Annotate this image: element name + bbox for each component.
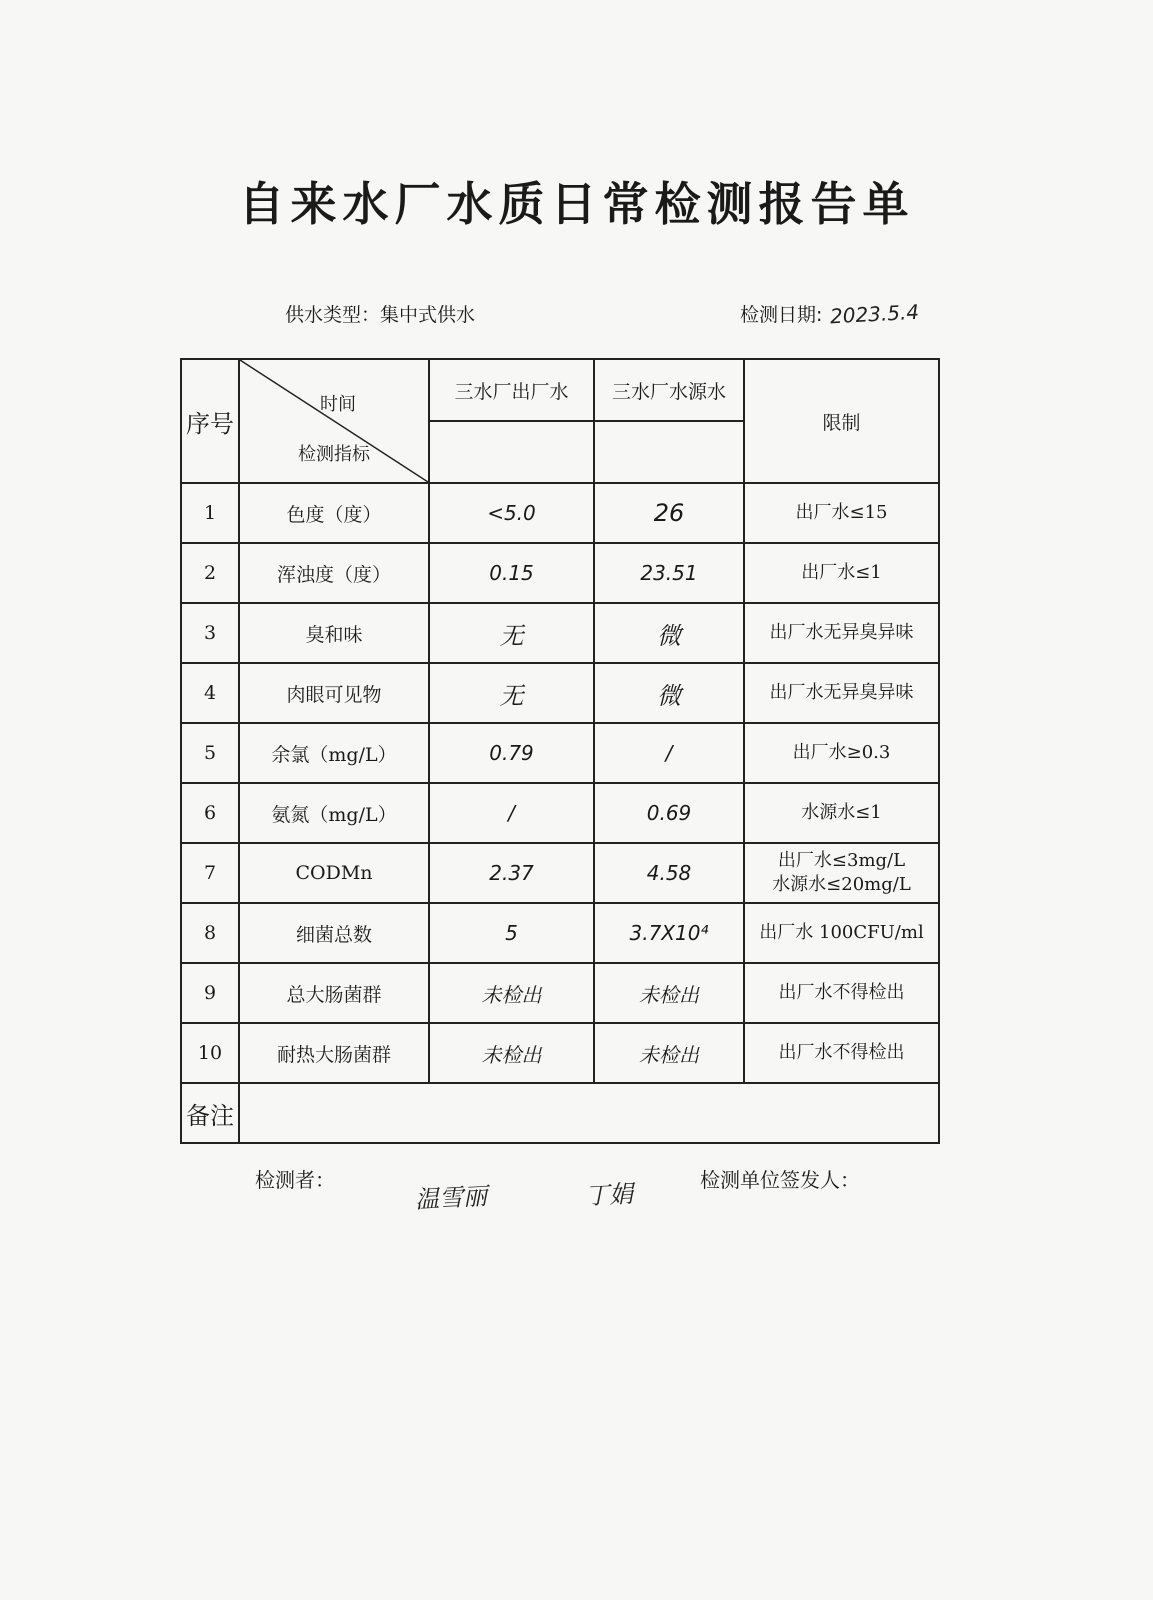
row-no: 1 (181, 483, 239, 543)
row-value-a: 未检出 (429, 963, 594, 1023)
row-limit: 出厂水不得检出 (744, 1023, 939, 1083)
table-row (181, 963, 939, 1023)
row-limit: 出厂水无异臭异味 (744, 603, 939, 663)
row-limit: 出厂水≤1 (744, 543, 939, 603)
row-indicator: 色度（度） (239, 483, 429, 543)
table-row (181, 483, 939, 543)
table-row (181, 1023, 939, 1083)
test-date-value: 2023.5.4 (829, 299, 921, 329)
row-value-b: 微 (594, 663, 744, 723)
row-indicator: 浑浊度（度） (239, 543, 429, 603)
row-value-b: 0.69 (594, 783, 744, 843)
row-value-b: / (594, 723, 744, 783)
header-col-a-blank (429, 421, 594, 483)
row-no: 4 (181, 663, 239, 723)
remark-value (239, 1083, 939, 1143)
row-indicator: 总大肠菌群 (239, 963, 429, 1023)
row-value-a: 2.37 (429, 843, 594, 903)
row-limit: 出厂水 100CFU/ml (744, 903, 939, 963)
row-indicator: 细菌总数 (239, 903, 429, 963)
table-row (181, 543, 939, 603)
test-date-label: 检测日期: (740, 304, 823, 326)
header-col-b-blank (594, 421, 744, 483)
row-value-a: 无 (429, 603, 594, 663)
row-value-a: 5 (429, 903, 594, 963)
table-row (181, 783, 939, 843)
row-no: 9 (181, 963, 239, 1023)
row-value-b: 微 (594, 603, 744, 663)
row-value-a: 无 (429, 663, 594, 723)
row-no: 10 (181, 1023, 239, 1083)
row-indicator: 余氯（mg/L） (239, 723, 429, 783)
remark-row (181, 1083, 939, 1143)
header-limit: 限制 (744, 359, 939, 483)
table-row (181, 903, 939, 963)
row-no: 2 (181, 543, 239, 603)
tester-signature: 温雪丽 (414, 1182, 488, 1214)
row-no: 5 (181, 723, 239, 783)
signer-signature: 丁娟 (584, 1179, 634, 1211)
row-indicator: 肉眼可见物 (239, 663, 429, 723)
row-limit (744, 843, 939, 903)
row-no: 3 (181, 603, 239, 663)
header-diagonal-cell (239, 359, 429, 483)
table-row (181, 723, 939, 783)
row-no: 7 (181, 843, 239, 903)
row-limit: 水源水≤1 (744, 783, 939, 843)
row-value-b: 未检出 (594, 1023, 744, 1083)
row-limit-line-2: 水源水≤20mg/L (772, 874, 911, 895)
row-value-a: 0.15 (429, 543, 594, 603)
row-value-b: 26 (594, 483, 744, 543)
row-no: 6 (181, 783, 239, 843)
test-date (740, 300, 920, 327)
row-indicator: 耐热大肠菌群 (239, 1023, 429, 1083)
row-value-b: 3.7X10⁴ (594, 903, 744, 963)
row-indicator: 氨氮（mg/L） (239, 783, 429, 843)
header-indicator: 检测指标 (298, 444, 370, 465)
header-row (181, 359, 939, 421)
unit-signer-label: 检测单位签发人： (700, 1168, 860, 1192)
report-table (180, 358, 940, 1144)
row-value-a: 未检出 (429, 1023, 594, 1083)
header-seq: 序号 (181, 359, 239, 483)
row-value-a: / (429, 783, 594, 843)
row-limit: 出厂水≥0.3 (744, 723, 939, 783)
row-limit: 出厂水无异臭异味 (744, 663, 939, 723)
table-row (181, 843, 939, 903)
row-no: 8 (181, 903, 239, 963)
report-title: 自来水厂水质日常检测报告单 (238, 177, 915, 231)
row-value-b: 23.51 (594, 543, 744, 603)
row-value-b: 未检出 (594, 963, 744, 1023)
row-value-a: <5.0 (429, 483, 594, 543)
supply-type: 供水类型：集中式供水 (285, 304, 476, 326)
tester-label: 检测者： (255, 1168, 335, 1192)
remark-label: 备注 (181, 1083, 239, 1143)
row-value-b: 4.58 (594, 843, 744, 903)
row-limit-line-1: 出厂水≤3mg/L (777, 850, 906, 871)
table-row (181, 603, 939, 663)
table-row (181, 663, 939, 723)
row-limit: 出厂水≤15 (744, 483, 939, 543)
header-col-a: 三水厂出厂水 (429, 359, 594, 421)
header-col-b: 三水厂水源水 (594, 359, 744, 421)
header-time: 时间 (320, 394, 356, 415)
row-indicator: 臭和味 (239, 603, 429, 663)
row-value-a: 0.79 (429, 723, 594, 783)
row-limit: 出厂水不得检出 (744, 963, 939, 1023)
row-indicator: CODMn (239, 843, 429, 903)
